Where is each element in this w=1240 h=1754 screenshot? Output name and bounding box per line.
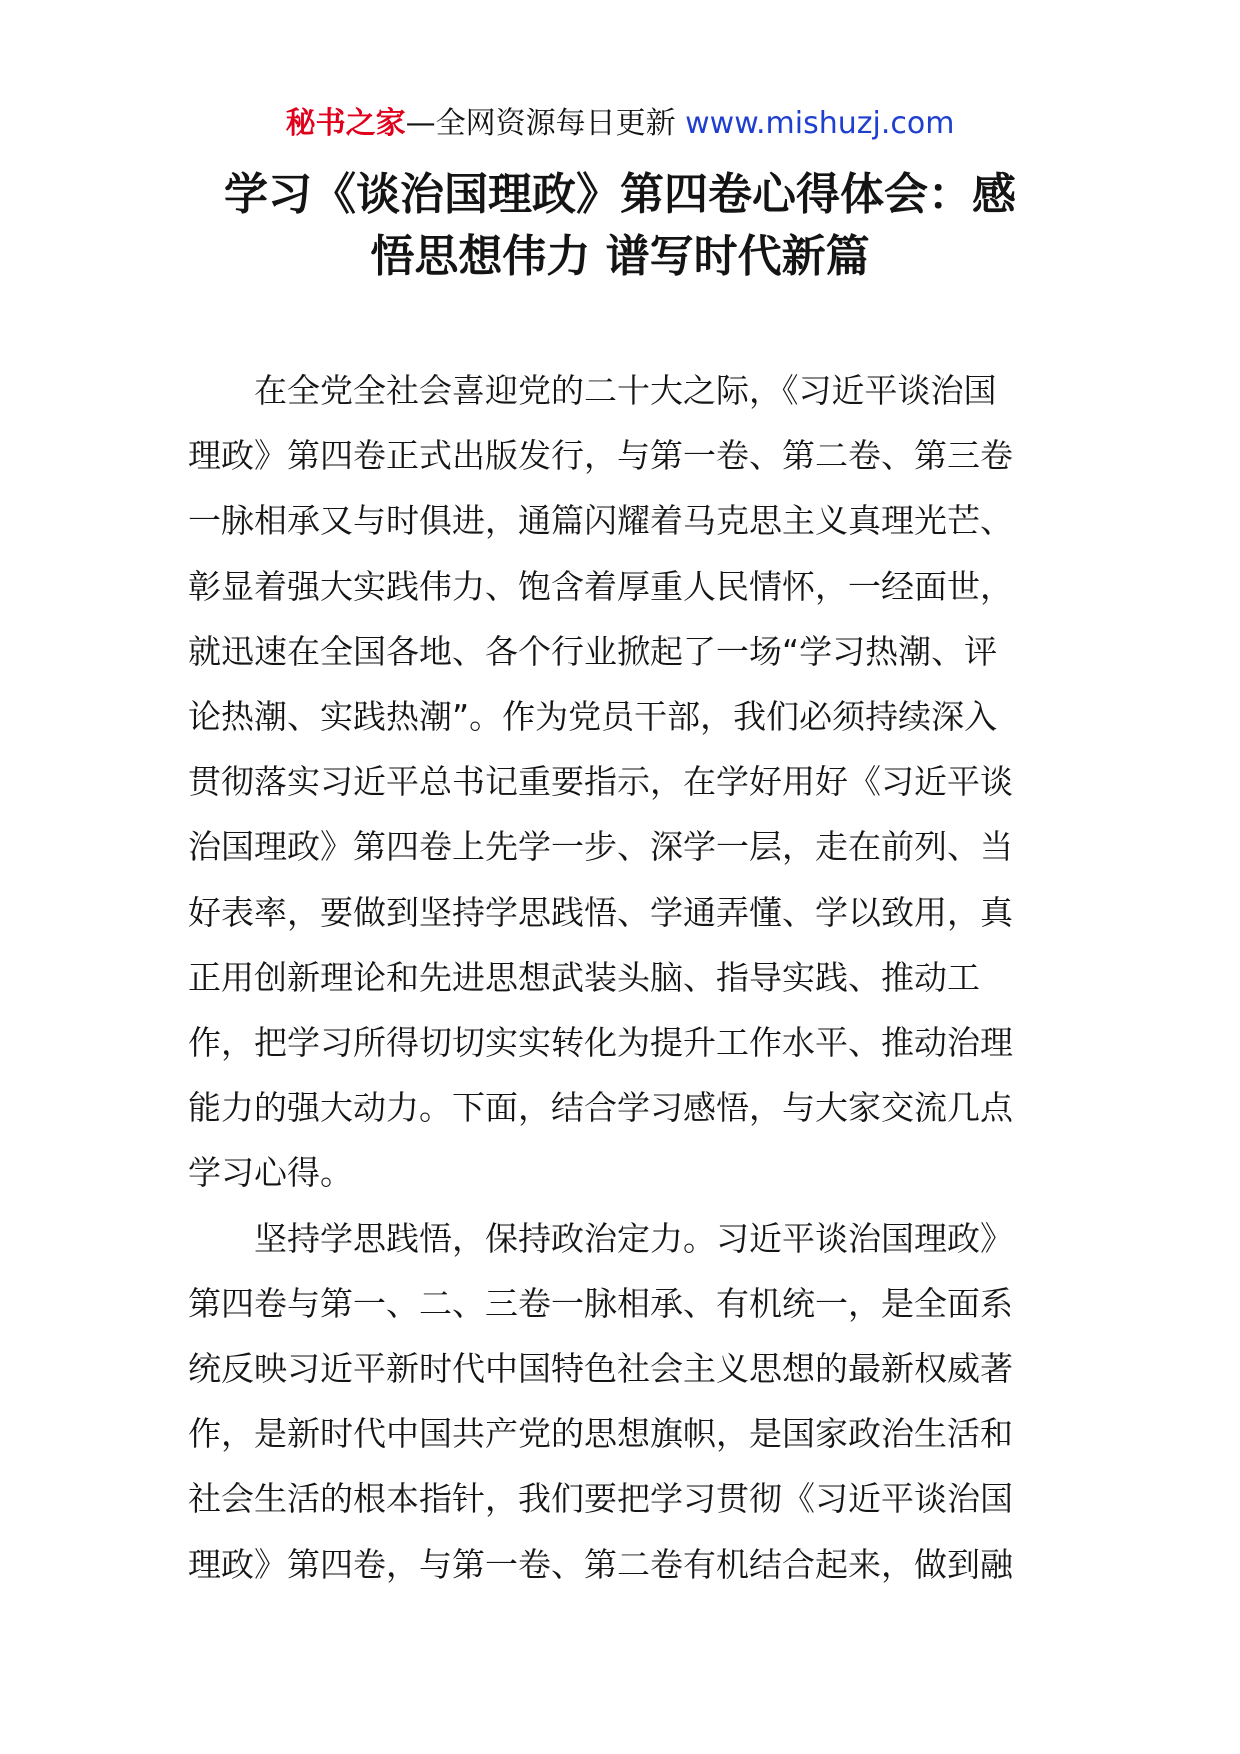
title-line-1: 学习《谈治国理政》第四卷心得体会：感: [224, 169, 1016, 220]
title-line-2: 悟思想伟力 谱写时代新篇: [370, 231, 870, 282]
paragraph-line: 学习心得。: [188, 1153, 353, 1193]
paragraph-line: 统反映习近平新时代中国特色社会主义思想的最新权威著: [188, 1349, 1013, 1389]
paragraph-line: 理政》第四卷，与第一卷、第二卷有机结合起来，做到融: [188, 1544, 1013, 1584]
paragraph-line: 就迅速在全国各地、各个行业掀起了一场“学习热潮、评: [188, 631, 998, 671]
paragraph-line: 彰显着强大实践伟力、饱含着厚重人民情怀，一经面世，: [188, 566, 1013, 606]
header-tagline: —全网资源每日更新: [405, 106, 686, 141]
brand-name: 秘书之家: [285, 106, 406, 141]
paragraph-line: 治国理政》第四卷上先学一步、深学一层，走在前列、当: [188, 827, 1013, 867]
site-url-link[interactable]: www.mishuzj.com: [685, 106, 955, 141]
document-body: [188, 358, 1052, 1597]
paragraph-2: [188, 1206, 1052, 1597]
paragraph-line: 坚持学思践悟，保持政治定力。习近平谈治国理政》: [254, 1218, 1013, 1258]
paragraph-line: 论热潮、实践热潮”。作为党员干部，我们必须持续深入: [188, 697, 998, 737]
paragraph-line: 作，把学习所得切切实实转化为提升工作水平、推动治理: [188, 1023, 1013, 1063]
paragraph-line: 好表率，要做到坚持学思践悟、学通弄懂、学以致用，真: [188, 892, 1013, 932]
paragraph-line: 正用创新理论和先进思想武装头脑、指导实践、推动工: [188, 957, 980, 997]
site-header: [0, 104, 1240, 144]
paragraph-1: [188, 358, 1052, 1206]
paragraph-line: 在全党全社会喜迎党的二十大之际，《习近平谈治国: [254, 371, 997, 410]
paragraph-line: 社会生活的根本指针，我们要把学习贯彻《习近平谈治国: [188, 1479, 1013, 1519]
document-title: [188, 164, 1052, 288]
paragraph-line: 贯彻落实习近平总书记重要指示，在学好用好《习近平谈: [188, 762, 1013, 802]
paragraph-line: 第四卷与第一、二、三卷一脉相承、有机统一，是全面系: [188, 1283, 1013, 1323]
paragraph-line: 理政》第四卷正式出版发行，与第一卷、第二卷、第三卷: [188, 436, 1013, 476]
paragraph-line: 能力的强大动力。下面，结合学习感悟，与大家交流几点: [188, 1088, 1013, 1128]
paragraph-line: 作，是新时代中国共产党的思想旗帜，是国家政治生活和: [188, 1414, 1013, 1454]
paragraph-line: 一脉相承又与时俱进，通篇闪耀着马克思主义真理光芒、: [188, 501, 1013, 541]
